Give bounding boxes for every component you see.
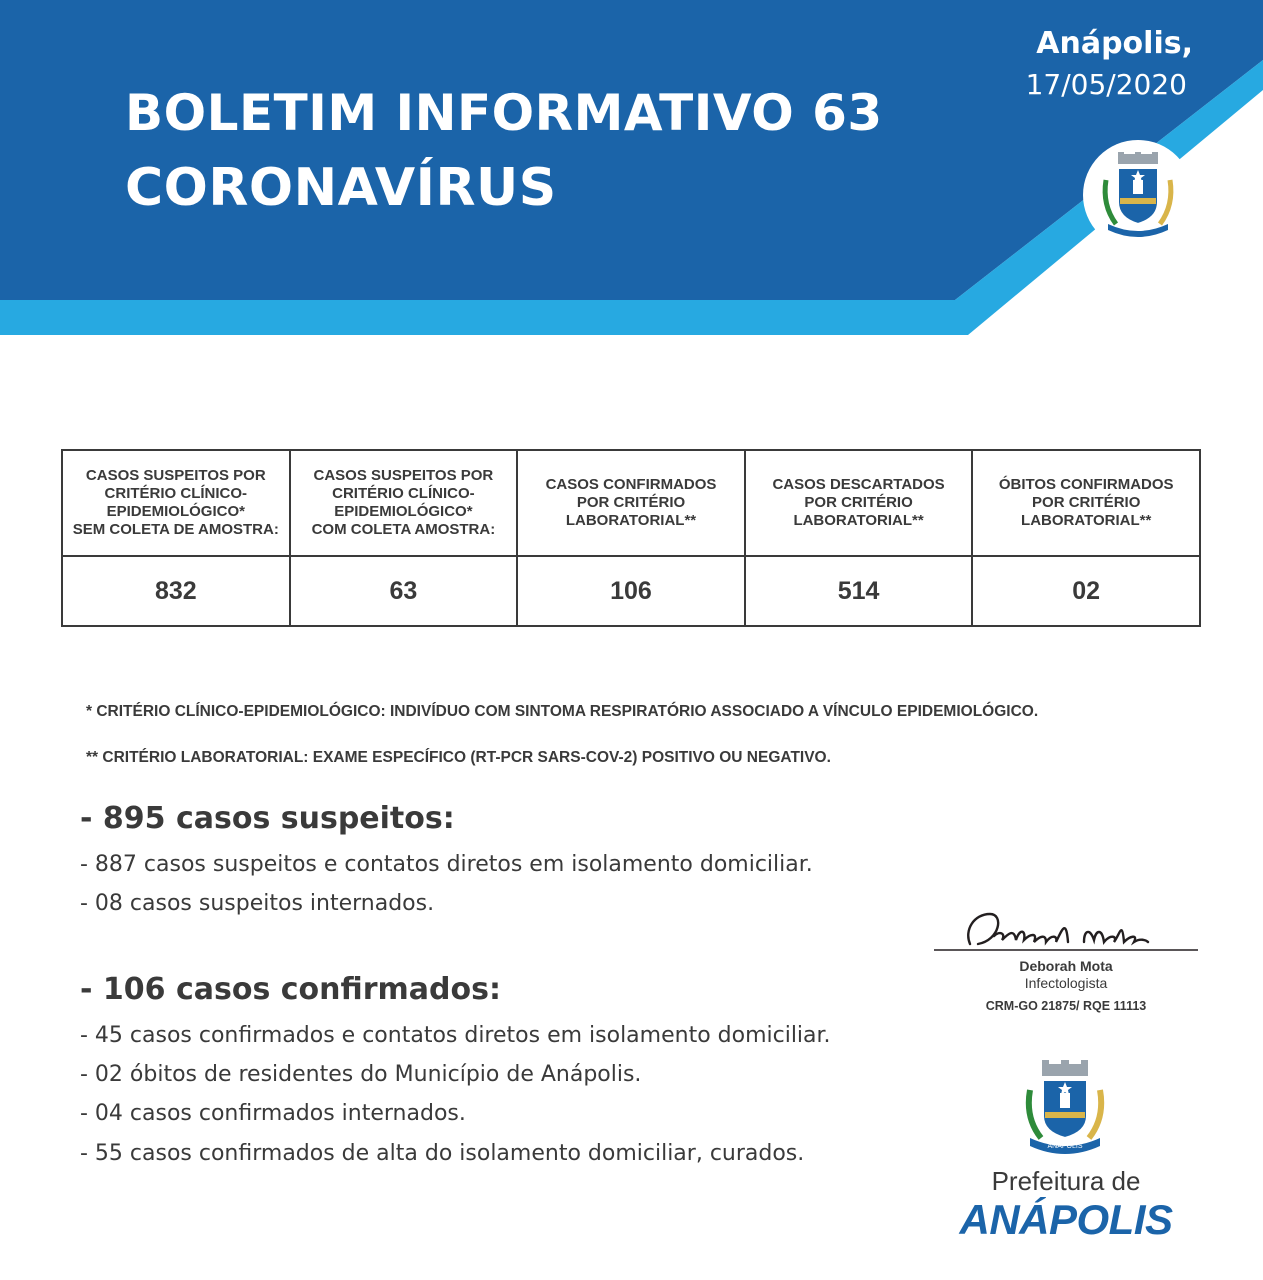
signer-name: Deborah Mota	[1019, 958, 1113, 974]
handwritten-signature	[934, 900, 1198, 954]
seal-text: ANÁPOLIS	[1047, 1143, 1083, 1150]
city-label: Anápolis,	[1036, 26, 1193, 61]
table-value-row	[62, 556, 1200, 626]
confirmed-line: - 55 casos confirmados de alta do isolamento domiciliar, curados.	[80, 1141, 805, 1166]
suspects-line: - 08 casos suspeitos internados.	[80, 891, 435, 916]
date-label: 17/05/2020	[1025, 68, 1187, 101]
suspects-title: - 895 casos suspeitos:	[80, 801, 455, 836]
footnote-laboratory: ** CRITÉRIO LABORATORIAL: EXAME ESPECÍFICO (RT-PCR SARS-COV-2) POSITIVO OU NEGATIVO.	[86, 749, 831, 766]
value-confirmed: 106	[517, 556, 745, 626]
city-coat-of-arms-icon	[1022, 1060, 1108, 1156]
header-banner	[0, 0, 1263, 340]
confirmed-title: - 106 casos confirmados:	[80, 972, 501, 1007]
confirmed-line: - 04 casos confirmados internados.	[80, 1101, 466, 1126]
value-deaths: 02	[972, 556, 1200, 626]
header-cell-confirmed: CASOS CONFIRMADOS POR CRITÉRIO LABORATORIAL**	[517, 450, 745, 556]
footnote-clinical: * CRITÉRIO CLÍNICO-EPIDEMIOLÓGICO: INDIVÍDUO COM SINTOMA RESPIRATÓRIO ASSOCIADO A VÍNCULO EPIDEMIOLÓGICO.	[86, 703, 1039, 720]
confirmed-line: - 02 óbitos de residentes do Município de Anápolis.	[80, 1062, 642, 1087]
header-cell-discarded: CASOS DESCARTADOS POR CRITÉRIO LABORATORIAL**	[745, 450, 973, 556]
signer-role: Infectologista	[1024, 975, 1108, 991]
header-cell-suspects-no-sample: CASOS SUSPEITOS POR CRITÉRIO CLÍNICO- EPIDEMIOLÓGICO* SEM COLETA DE AMOSTRA:	[62, 450, 290, 556]
value-suspects-with-sample: 63	[290, 556, 518, 626]
suspects-line: - 887 casos suspeitos e contatos diretos em isolamento domiciliar.	[80, 852, 813, 877]
signer-crm: CRM-GO 21875/ RQE 11113	[985, 999, 1147, 1013]
header-cell-deaths: ÓBITOS CONFIRMADOS POR CRITÉRIO LABORATORIAL**	[972, 450, 1200, 556]
prefeitura-label: Prefeitura de	[991, 1166, 1141, 1196]
coat-of-arms-icon	[1098, 150, 1178, 242]
bulletin-subtitle: CORONAVÍRUS	[125, 158, 557, 218]
header-seal	[1083, 140, 1193, 250]
header-cell-suspects-with-sample: CASOS SUSPEITOS POR CRITÉRIO CLÍNICO- EPIDEMIOLÓGICO* COM COLETA AMOSTRA:	[290, 450, 518, 556]
bulletin-title: BOLETIM INFORMATIVO 63	[125, 84, 883, 142]
stats-table	[61, 449, 1201, 627]
value-suspects-no-sample: 832	[62, 556, 290, 626]
anapolis-logo-text: ANÁPOLIS	[959, 1196, 1173, 1243]
confirmed-line: - 45 casos confirmados e contatos diretos em isolamento domiciliar.	[80, 1023, 831, 1048]
table-header-row	[62, 450, 1200, 556]
value-discarded: 514	[745, 556, 973, 626]
